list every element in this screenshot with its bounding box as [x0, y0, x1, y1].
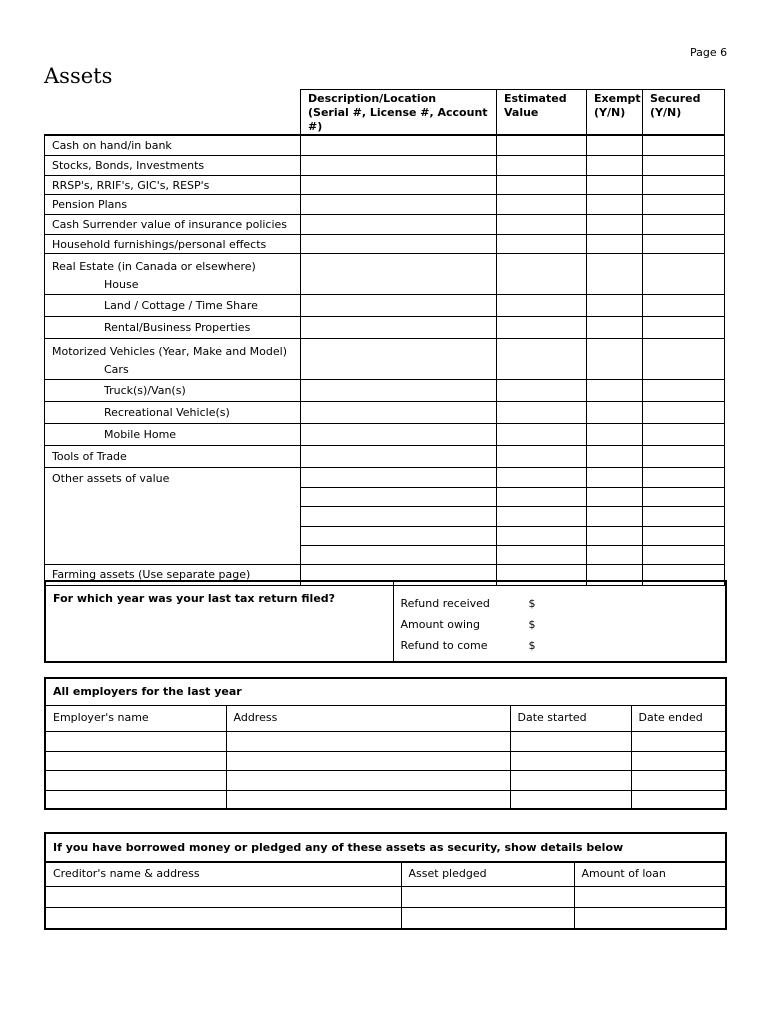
asset-label	[45, 294, 301, 316]
employer-row	[45, 770, 726, 790]
description-cell[interactable]	[301, 253, 497, 294]
asset-row-insurance	[45, 214, 725, 234]
employer-name-cell[interactable]	[45, 770, 226, 790]
value-cell[interactable]	[497, 467, 587, 487]
secured-cell[interactable]	[643, 294, 725, 316]
asset-label: Pension Plans	[45, 194, 301, 214]
borrowed-row	[45, 886, 726, 907]
exempt-cell[interactable]	[587, 545, 643, 564]
secured-cell[interactable]	[643, 423, 725, 445]
description-cell[interactable]	[301, 234, 497, 253]
asset-row-stocks	[45, 155, 725, 175]
secured-cell[interactable]	[643, 506, 725, 526]
description-cell[interactable]	[301, 338, 497, 379]
value-cell[interactable]	[497, 194, 587, 214]
col-secured-line1: Secured	[650, 92, 701, 105]
secured-cell[interactable]	[643, 445, 725, 467]
asset-label: RRSP's, RRIF's, GIC's, RESP's	[45, 175, 301, 194]
tax-question: For which year was your last tax return filed?	[45, 581, 393, 662]
value-cell[interactable]	[497, 545, 587, 564]
description-cell[interactable]	[301, 526, 497, 545]
col-exempt	[587, 90, 643, 136]
date-started-cell[interactable]	[510, 770, 631, 790]
date-ended-cell[interactable]	[631, 751, 726, 770]
page-number: Page 6	[690, 46, 728, 59]
employer-row	[45, 731, 726, 751]
asset-row-household	[45, 234, 725, 253]
value-cell[interactable]	[497, 506, 587, 526]
asset-label	[45, 423, 301, 445]
creditor-cell[interactable]	[45, 886, 401, 907]
secured-cell[interactable]	[643, 194, 725, 214]
col-exempt-line1: Exempt	[594, 92, 641, 105]
secured-cell[interactable]	[643, 155, 725, 175]
value-cell[interactable]	[497, 338, 587, 379]
col-estimated-line1: Estimated	[504, 92, 567, 105]
description-cell[interactable]	[301, 194, 497, 214]
exempt-cell[interactable]	[587, 316, 643, 338]
asset-label	[45, 401, 301, 423]
exempt-cell[interactable]	[587, 294, 643, 316]
date-ended-cell[interactable]	[631, 770, 726, 790]
value-cell[interactable]	[497, 253, 587, 294]
employer-name-cell[interactable]	[45, 790, 226, 809]
assets-header-blank	[45, 90, 301, 136]
refund-received-line	[401, 593, 726, 614]
asset-pledged-cell[interactable]	[401, 886, 574, 907]
asset-sublabel-rv: Recreational Vehicle(s)	[104, 405, 230, 419]
asset-row-rental	[45, 316, 725, 338]
asset-label-group	[45, 338, 301, 379]
amount-owing-line	[401, 614, 726, 635]
description-cell[interactable]	[301, 214, 497, 234]
exempt-cell[interactable]	[587, 135, 643, 155]
col-estimated-value	[497, 90, 587, 136]
col-secured	[643, 90, 725, 136]
refund-to-come-currency[interactable]: $	[528, 639, 536, 652]
secured-cell[interactable]	[643, 214, 725, 234]
col-employer-address: Address	[226, 705, 510, 731]
employer-address-cell[interactable]	[226, 770, 510, 790]
asset-row-trucks	[45, 379, 725, 401]
secured-cell[interactable]	[643, 487, 725, 506]
secured-cell[interactable]	[643, 135, 725, 155]
col-description-line2: (Serial #, License #, Account #)	[308, 106, 488, 133]
asset-row-real-estate	[45, 253, 725, 294]
exempt-cell[interactable]	[587, 234, 643, 253]
date-started-cell[interactable]	[510, 790, 631, 809]
date-started-cell[interactable]	[510, 731, 631, 751]
value-cell[interactable]	[497, 175, 587, 194]
borrowed-row	[45, 907, 726, 929]
asset-sublabel-trucks: Truck(s)/Van(s)	[104, 383, 186, 397]
asset-label: Real Estate (in Canada or elsewhere)	[52, 259, 256, 273]
description-cell[interactable]	[301, 175, 497, 194]
asset-row-rv	[45, 401, 725, 423]
exempt-cell[interactable]	[587, 253, 643, 294]
description-cell[interactable]	[301, 135, 497, 155]
exempt-cell[interactable]	[587, 155, 643, 175]
col-description	[301, 90, 497, 136]
asset-label: Farming assets (Use separate page)	[45, 564, 301, 585]
col-amount-of-loan: Amount of loan	[574, 862, 726, 886]
asset-label	[45, 379, 301, 401]
value-cell[interactable]	[497, 487, 587, 506]
asset-row-other	[45, 467, 725, 487]
amount-of-loan-cell[interactable]	[574, 886, 726, 907]
secured-cell[interactable]	[643, 316, 725, 338]
secured-cell[interactable]	[643, 467, 725, 487]
asset-row-tools	[45, 445, 725, 467]
asset-sublabel-rental: Rental/Business Properties	[104, 320, 251, 334]
value-cell[interactable]	[497, 401, 587, 423]
date-ended-cell[interactable]	[631, 790, 726, 809]
secured-cell[interactable]	[643, 253, 725, 294]
employer-name-cell[interactable]	[45, 751, 226, 770]
value-cell[interactable]	[497, 135, 587, 155]
exempt-cell[interactable]	[587, 401, 643, 423]
description-cell[interactable]	[301, 445, 497, 467]
col-creditor: Creditor's name & address	[45, 862, 401, 886]
asset-pledged-cell[interactable]	[401, 907, 574, 929]
exempt-cell[interactable]	[587, 445, 643, 467]
refund-received-currency[interactable]: $	[528, 597, 536, 610]
refund-to-come-line	[401, 635, 726, 656]
exempt-cell[interactable]	[587, 467, 643, 487]
employer-address-cell[interactable]	[226, 731, 510, 751]
amount-owing-label: Amount owing	[400, 618, 480, 631]
value-cell[interactable]	[497, 423, 587, 445]
secured-cell[interactable]	[643, 526, 725, 545]
asset-row-pension	[45, 194, 725, 214]
refund-to-come-label: Refund to come	[400, 639, 488, 652]
value-cell[interactable]	[497, 214, 587, 234]
exempt-cell[interactable]	[587, 338, 643, 379]
employers-title: All employers for the last year	[45, 678, 726, 705]
employer-name-cell[interactable]	[45, 731, 226, 751]
secured-cell[interactable]	[643, 379, 725, 401]
employers-table	[44, 677, 727, 810]
asset-label: Cash Surrender value of insurance policies	[45, 214, 301, 234]
value-cell[interactable]	[497, 294, 587, 316]
asset-row-vehicles	[45, 338, 725, 379]
asset-label: Tools of Trade	[45, 445, 301, 467]
creditor-cell[interactable]	[45, 907, 401, 929]
description-cell[interactable]	[301, 467, 497, 487]
employer-address-cell[interactable]	[226, 790, 510, 809]
description-cell[interactable]	[301, 316, 497, 338]
col-secured-line2: (Y/N)	[650, 106, 682, 119]
exempt-cell[interactable]	[587, 423, 643, 445]
asset-label: Other assets of value	[45, 467, 301, 564]
value-cell[interactable]	[497, 155, 587, 175]
description-cell[interactable]	[301, 401, 497, 423]
description-cell[interactable]	[301, 155, 497, 175]
col-employer-name: Employer's name	[45, 705, 226, 731]
exempt-cell[interactable]	[587, 487, 643, 506]
value-cell[interactable]	[497, 526, 587, 545]
assets-table	[44, 89, 725, 586]
asset-row-land	[45, 294, 725, 316]
employer-row	[45, 751, 726, 770]
exempt-cell[interactable]	[587, 506, 643, 526]
description-cell[interactable]	[301, 545, 497, 564]
description-cell[interactable]	[301, 294, 497, 316]
exempt-cell[interactable]	[587, 526, 643, 545]
secured-cell[interactable]	[643, 401, 725, 423]
asset-label	[45, 316, 301, 338]
secured-cell[interactable]	[643, 338, 725, 379]
asset-sublabel-house: House	[104, 277, 139, 291]
description-cell[interactable]	[301, 487, 497, 506]
employer-address-cell[interactable]	[226, 751, 510, 770]
asset-row-mobile-home	[45, 423, 725, 445]
tax-return-box	[44, 580, 727, 663]
borrowed-table	[44, 832, 727, 930]
description-cell[interactable]	[301, 379, 497, 401]
exempt-cell[interactable]	[587, 194, 643, 214]
secured-cell[interactable]	[643, 234, 725, 253]
tax-details	[393, 581, 726, 662]
exempt-cell[interactable]	[587, 175, 643, 194]
secured-cell[interactable]	[643, 545, 725, 564]
col-estimated-line2: Value	[504, 106, 539, 119]
secured-cell[interactable]	[643, 175, 725, 194]
exempt-cell[interactable]	[587, 214, 643, 234]
value-cell[interactable]	[497, 379, 587, 401]
asset-sublabel-cars: Cars	[104, 362, 129, 376]
asset-label: Household furnishings/personal effects	[45, 234, 301, 253]
asset-label: Motorized Vehicles (Year, Make and Model)	[52, 344, 287, 358]
asset-label: Cash on hand/in bank	[45, 135, 301, 155]
amount-owing-currency[interactable]: $	[528, 618, 536, 631]
col-date-ended: Date ended	[631, 705, 726, 731]
date-started-cell[interactable]	[510, 751, 631, 770]
exempt-cell[interactable]	[587, 379, 643, 401]
employer-row	[45, 790, 726, 809]
col-asset-pledged: Asset pledged	[401, 862, 574, 886]
asset-label: Stocks, Bonds, Investments	[45, 155, 301, 175]
borrowed-title: If you have borrowed money or pledged any of these assets as security, show details below	[45, 833, 726, 862]
value-cell[interactable]	[497, 316, 587, 338]
col-date-started: Date started	[510, 705, 631, 731]
amount-of-loan-cell[interactable]	[574, 907, 726, 929]
asset-row-cash	[45, 135, 725, 155]
date-ended-cell[interactable]	[631, 731, 726, 751]
value-cell[interactable]	[497, 445, 587, 467]
asset-sublabel-mobile-home: Mobile Home	[104, 427, 177, 441]
description-cell[interactable]	[301, 506, 497, 526]
description-cell[interactable]	[301, 423, 497, 445]
col-description-line1: Description/Location	[308, 92, 437, 105]
value-cell[interactable]	[497, 234, 587, 253]
asset-sublabel-land: Land / Cottage / Time Share	[104, 298, 258, 312]
col-exempt-line2: (Y/N)	[594, 106, 626, 119]
refund-received-label: Refund received	[400, 597, 490, 610]
page-title: Assets	[44, 64, 113, 88]
asset-row-rrsp	[45, 175, 725, 194]
asset-label-group	[45, 253, 301, 294]
